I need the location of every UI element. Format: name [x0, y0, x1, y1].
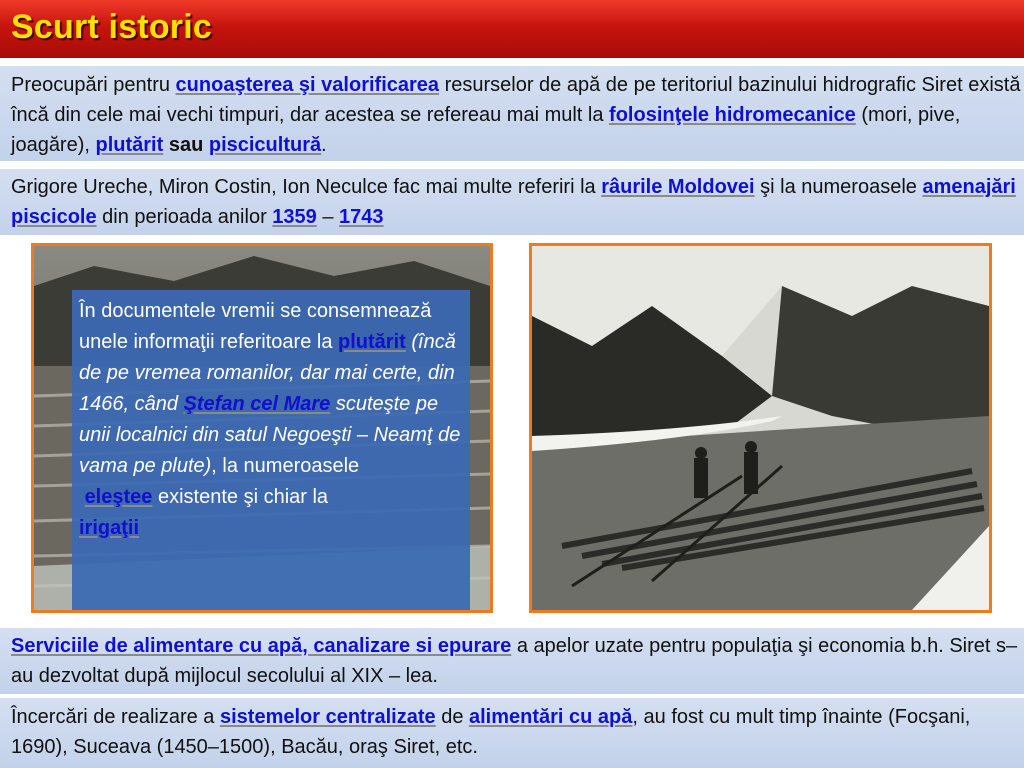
highlight-water-services: Serviciile de alimentare cu apă, canalizare si epurare — [11, 635, 512, 657]
text: – — [316, 206, 340, 228]
text: resurselor de apă de pe teritoriul bazinului hidrografic Siret există încă din cele mai vechi timpuri, dar acestea se refereau mai mult la — [11, 74, 1021, 126]
paragraph-water-services — [0, 628, 1024, 694]
highlight-ponds: eleştee — [84, 486, 153, 508]
text: , au fost cu mult timp înainte (Focşani, 1690), Suceava (1450–1500), Bacău, oraş Siret, etc. — [11, 706, 971, 758]
text: Încercări de realizare a — [11, 706, 220, 728]
highlight-rafting: plutărit — [95, 134, 164, 156]
text: , la numeroasele — [211, 455, 360, 477]
highlight-year-end: 1743 — [339, 206, 384, 228]
highlight-stefan-cel-mare: Ştefan cel Mare — [183, 393, 331, 415]
text: şi la numeroasele — [754, 176, 923, 198]
text: Preocupări pentru — [11, 74, 176, 96]
highlight-pisciculture: piscicultură — [208, 134, 322, 156]
paragraph-centralized-systems — [0, 698, 1024, 768]
highlight-knowledge: cunoaşterea şi valorificarea — [175, 74, 440, 96]
paragraph-chroniclers — [0, 169, 1024, 235]
highlight-hydromechanical: folosinţele hidromecanice — [609, 104, 856, 126]
river-raft-photo — [532, 246, 989, 610]
text-bold: sau — [163, 134, 209, 156]
text: a apelor uzate pentru populaţia şi economia b.h. Siret s–au dezvoltat după mijlocul secolului al XIX – lea. — [11, 635, 1018, 687]
photo-left-logs — [31, 243, 493, 613]
text-italic: (încă de pe vremea romanilor, dar mai certe, din 1466, când — [79, 331, 456, 415]
highlight-year-start: 1359 — [272, 206, 317, 228]
highlight-centralized-systems: sistemelor centralizate — [219, 706, 436, 728]
text: de — [435, 706, 469, 728]
highlight-fish-works: amenajări piscicole — [11, 176, 1016, 228]
photo-right-raft — [529, 243, 992, 613]
highlight-water-supply: alimentări cu apă — [469, 706, 633, 728]
text-italic: scuteşte pe unii localnici din satul Negoeşti – Neamţ de vama pe plute) — [79, 393, 461, 477]
rafting-info-box — [72, 290, 470, 610]
text: În documentele vremii se consemnează unele informaţii referitoare la — [79, 300, 432, 353]
highlight-rivers: râurile Moldovei — [601, 176, 755, 198]
title-bar — [0, 0, 1024, 58]
text: (mori, pive, joagăre), — [11, 104, 961, 156]
highlight-irrigation: irigaţii — [79, 517, 140, 539]
paragraph-history-intro — [0, 66, 1024, 161]
text: existente şi chiar la — [152, 486, 329, 508]
text: Grigore Ureche, Miron Costin, Ion Neculce fac mai multe referiri la — [11, 176, 602, 198]
slide-title: Scurt istoric — [11, 8, 212, 46]
text: din perioada anilor — [96, 206, 273, 228]
highlight-rafting: plutărit — [338, 331, 406, 353]
text: . — [321, 134, 327, 156]
